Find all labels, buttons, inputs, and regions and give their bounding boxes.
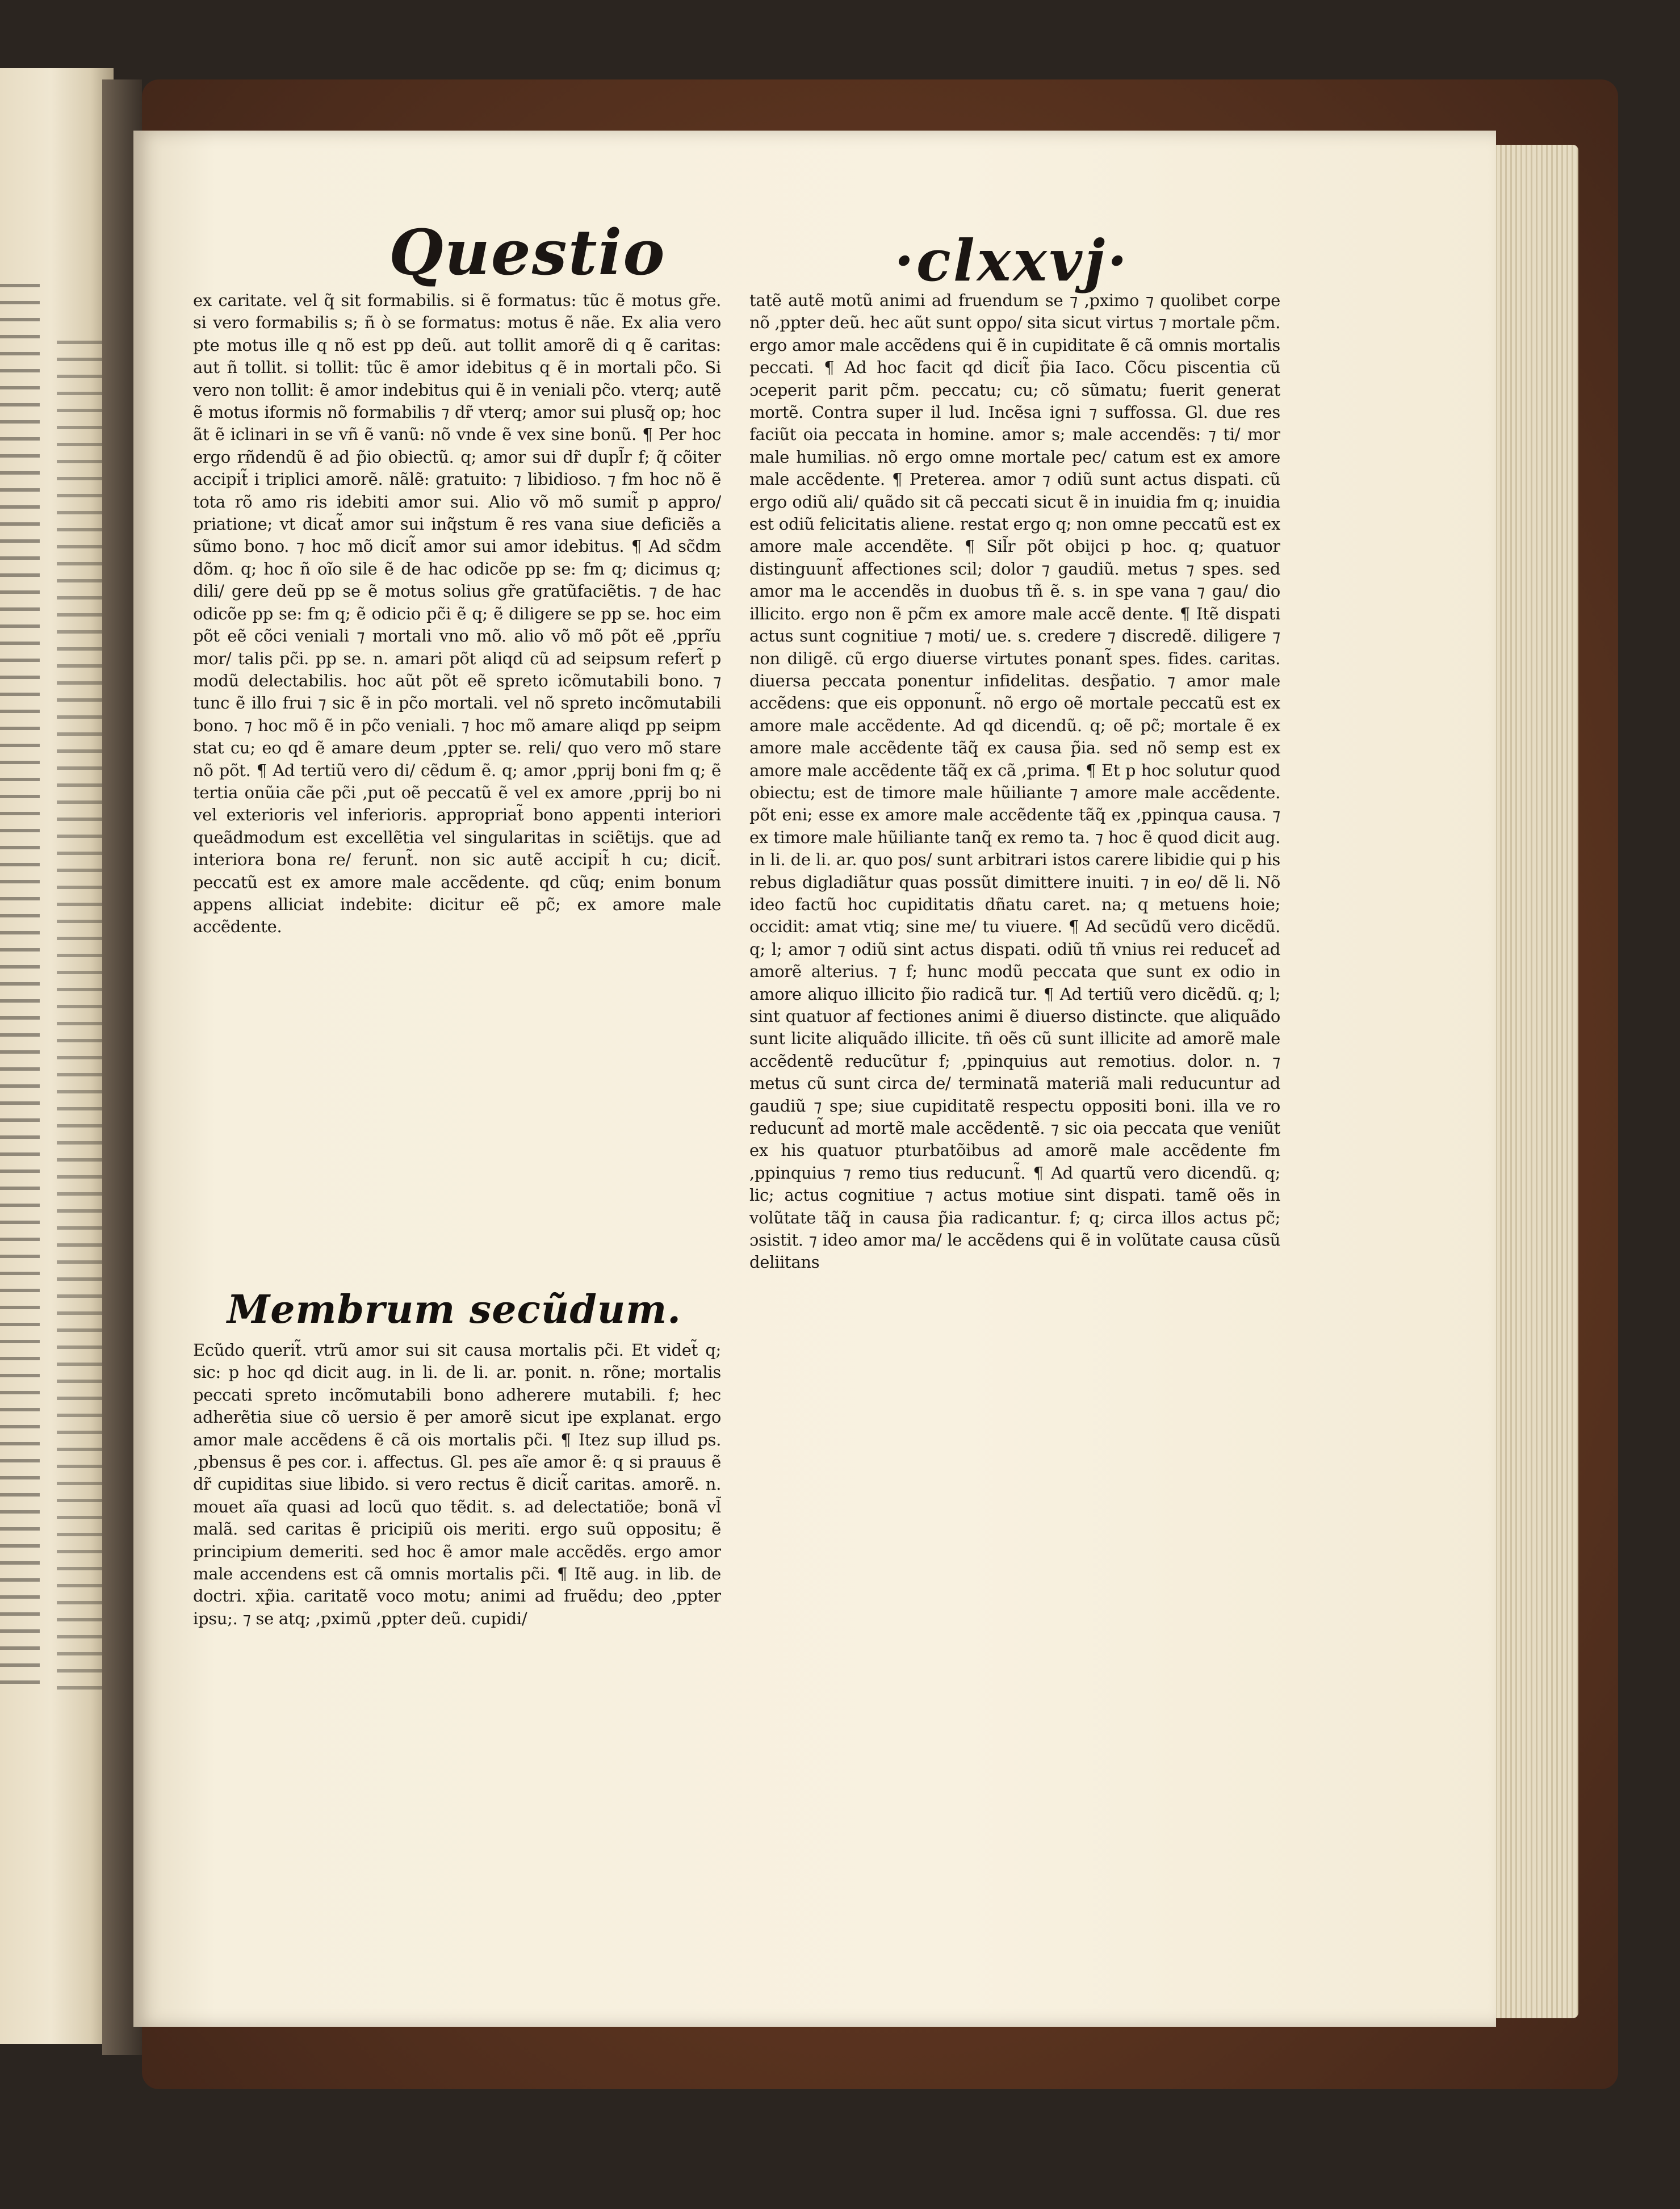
left-column-paragraph: Ecũdo querit̃. vtrũ amor sui sit causa mortalis pc̃i. Et videt̃ q; sic: p hoc qd dicit aug. in li. de li. ar. ponit. n. rõne; mortalis peccati spreto incõmutabili bono adherere mutabili. f; hec adherẽtia siue cõ uersio ẽ per amorẽ sicut ipe explanat. ergo amor male accẽdens ẽ cã ois mortalis pc̃i. ¶ Itez sup illud ps. ,pbensus ẽ pes cor. i. affectus. Gl. pes aĩe amor ẽ: q si prauus ẽ dr̃ cupiditas siue libido. si vero rectus ẽ dicit̃ caritas. amorẽ. n. mouet aĩa quasi ad locũ quo tẽdit. s. ad delectatiõe; bonã vl̃ malã. sed caritas ẽ pricipiũ ois meriti. ergo suũ oppositu; ẽ principium demeriti. sed hoc ẽ amor male accẽdẽs. ergo amor male accendens est cã omnis mortalis pc̃i. ¶ Itẽ aug. in lib. de doctri. xp̃ia. caritatẽ voco motu; animi ad fruẽdu; deo ,ppter ipsu;. ⁊ se atq; ,pximũ ,ppter deũ. cupidi/: [193, 1340, 721, 1628]
left-column-paragraph: ex caritate. vel q̃ sit formabilis. si ẽ formatus: tũc ẽ motus gr̃e. si vero formabilis s; ñ ò se formatus: motus ẽ nãe. Ex alia vero pte motus ille q nõ est pp deũ. aut tollit amorẽ di q ẽ caritas: aut ñ tollit. si tollit: tũc ẽ amor idebitus q ẽ in mortali pc̃o. Si vero non tollit: ẽ amor indebitus qui ẽ in veniali pc̃o. vterq; autẽ ẽ motus iformis nõ formabilis ⁊ dr̃ vterq; amor sui plusq̃ op; hoc ãt ẽ iclinari in se vñ ẽ vanũ: nõ vnde ẽ vex sine bonũ. ¶ Per hoc ergo rñdendũ ẽ ad p̃io obiectũ. q; amor sui dr̃ dupl̃r f; q̃ cõiter accipit̃ i triplici amorẽ. nãlẽ: gratuito: ⁊ libidioso. ⁊ fm hoc nõ ẽ tota rõ amo ris idebiti amor sui. Alio võ mõ sumit̃ p appro/ priatione; vt dicat̃ amor sui inq̃stum ẽ res vana siue deficiẽs a sũmo bono. ⁊ hoc mõ dicit̃ amor sui amor idebitus. ¶ Ad sc̃dm dõm. q; hoc ñ oĩo sile ẽ de hac odicõe pp se: fm q; dicimus q; dili/ gere deũ pp se ẽ motus solius gr̃e gratũfaciẽtis. ⁊ de hac odicõe pp se: fm q; ẽ odicio pc̃i ẽ q; ẽ diligere se pp se. hoc eim põt eẽ cõci veniali ⁊ mortali vno mõ. alio võ mõ põt eẽ ,pprĩu mor/ talis pc̃i. pp se. n. amari põt aliqd cũ ad seipsum refert̃ p modũ delectabilis. hoc aũt põt eẽ spreto icõmutabili bono. ⁊ tunc ẽ illo frui ⁊ sic ẽ in pc̃o mortali. vel nõ spreto incõmutabili bono. ⁊ hoc mõ ẽ in pc̃o veniali. ⁊ hoc mõ amare aliqd pp seipm stat cu; eo qd ẽ amare deum ,ppter se. reli/ quo vero mõ stare nõ põt. ¶ Ad tertiũ vero di/ cẽdum ẽ. q; amor ,pprij boni fm q; ẽ tertia onũia cãe pc̃i ,put oẽ peccatũ ẽ vel ex amore ,pprij bo ni vel exterioris vel inferioris. appropriat̃ bono appenti interiori queãdmodum est excellẽtia vel singularitas in sciẽtijs. que ad interiora bona re/ ferunt̃. non sic autẽ accipit̃ h cu; dicit̃. peccatũ est ex amore male accẽdente. qd cũq; enim bonum appens alliciat indebite: dicitur eẽ pc̃; ex amore male accẽdente.: [193, 291, 721, 937]
previous-page-text-fragment: [0, 284, 40, 1692]
folio-number: ·clxxvj·: [894, 227, 1130, 294]
running-head-left: Questio: [389, 216, 666, 289]
right-text-column: [749, 290, 1280, 2015]
right-column-paragraph: tatẽ autẽ motũ animi ad fruendum se ⁊ ,pximo ⁊ quolibet corpe nõ ,ppter deũ. hec aũt sunt oppo/ sita sicut virtus ⁊ mortale pc̃m. ergo amor male accẽdens qui ẽ in cupiditate ẽ cã omnis mortalis peccati. ¶ Ad hoc facit qd dicit̃ p̃ia Iaco. Cõcu piscentia cũ ɔceperit parit pc̃m. peccatu; cu; cõ sũmatu; fuerit generat mortẽ. Contra super il lud. Incẽsa igni ⁊ suffossa. Gl. due res faciũt oia peccata in homine. amor s; male accendẽs: ⁊ ti/ mor male humilias. nõ ergo omne mortale pec/ catum est ex amore male accẽdente. ¶ Preterea. amor ⁊ odiũ sunt actus dispati. cũ ergo odiũ ali/ quãdo sit cã peccati sicut ẽ in inuidia fm q; inuidia est odiũ felicitatis aliene. restat ergo q; non omne peccatũ est ex amore male accendẽte. ¶ Sil̃r põt obijci p hoc. q; quatuor distinguunt̃ affectiones scil; dolor ⁊ gaudiũ. metus ⁊ spes. sed amor ma le accendẽs in duobus tñ ẽ. s. in spe vana ⁊ gau/ dio illicito. ergo non ẽ pc̃m ex amore male accẽ dente. ¶ Itẽ dispati actus sunt cognitiue ⁊ moti/ ue. s. credere ⁊ discredẽ. diligere ⁊ non diligẽ. cũ ergo diuerse virtutes ponant̃ spes. fides. caritas. diuersa peccata ponentur infidelitas. desp̃atio. ⁊ amor male accẽdens: que eis opponunt̃. nõ ergo oẽ mortale peccatũ est ex amore male accẽdente. Ad qd dicendũ. q; oẽ pc̃; mortale ẽ ex amore male accẽdente tãq̃ ex causa p̃ia. sed nõ semp est ex amore male accẽdente tãq̃ ex cã ,prima. ¶ Et p hoc solutur quod obiectu; est de timore male hũiliante ⁊ amore male accẽdente. põt eni; esse ex amore male accẽdente tãq̃ ex ,ppinqua causa. ⁊ ex timore male hũiliante tanq̃ ex remo ta. ⁊ hoc ẽ quod dicit aug. in li. de li. ar. quo pos/ sunt arbitrari istos carere libidie qui p his rebus digladiãtur quas possũt dimittere inuiti. ⁊ in eo/ dẽ li. Nõ ideo factũ hoc cupiditatis dñatu caret. na; q metuens hoie; occidit: amat vtiq; sine me/ tu viuere. ¶ Ad secũdũ vero dicẽdũ. q; l; amor ⁊ odiũ sint actus dispati. odiũ tñ vnius rei reducet̃ ad amorẽ alterius. ⁊ f; hunc modũ peccata que sunt ex odio in amore aliquo illicito p̃io radicã tur. ¶ Ad tertiũ vero dicẽdũ. q; l; sint quatuor af fectiones animi ẽ diuerso distincte. que aliquãdo sunt licite aliquãdo illicite. tñ oẽs cũ sunt illicite ad amorẽ male accẽdentẽ reducũtur f; ,ppinquius aut remotius. dolor. n. ⁊ metus cũ sunt circa de/ terminatã materiã mali reducuntur ad gaudiũ ⁊ spe; siue cupiditatẽ respectu oppositi boni. illa ve ro reducunt̃ ad mortẽ male accẽdentẽ. ⁊ sic oia peccata que veniũt ex his quatuor pturbatõibus ad amorẽ male accẽdente fm ,ppinquius ⁊ remo tius reducunt̃. ¶ Ad quartũ vero dicendũ. q; lic; actus cognitiue ⁊ actus motiue sint dispati. tamẽ oẽs in volũtate tãq̃ in causa p̃ia radicantur. f; q; circa illos actus pc̃; ɔsistit. ⁊ ideo amor ma/ le accẽdens qui ẽ in volũtate causa cũsũ deliitans: [749, 291, 1280, 1272]
left-text-column: [193, 290, 721, 1907]
section-heading: Membrum secũdum.: [227, 1287, 681, 1332]
running-head: [133, 216, 1496, 295]
previous-page-edge: [0, 68, 114, 2044]
book-page: [133, 131, 1496, 2027]
